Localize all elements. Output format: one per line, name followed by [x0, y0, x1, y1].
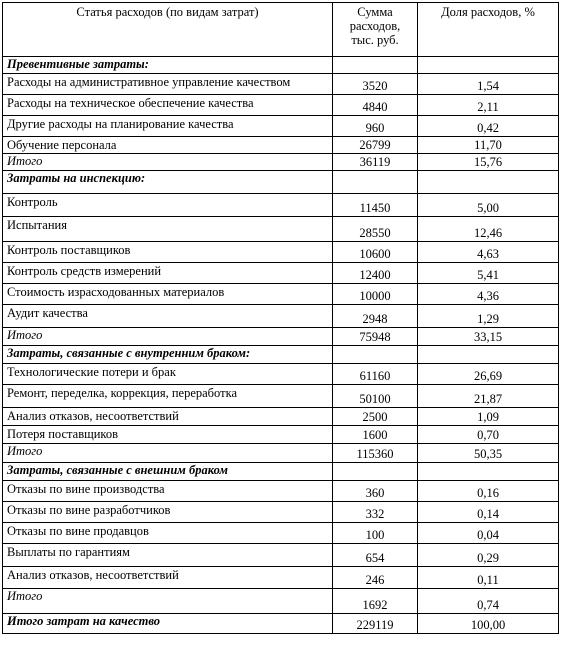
quality-costs-table — [2, 2, 559, 634]
table-row — [3, 194, 559, 217]
expense-sum: 10000 — [333, 284, 418, 305]
expense-sum: 115360 — [333, 444, 418, 463]
expense-sum — [333, 57, 418, 74]
table-row — [3, 481, 559, 502]
expense-sum: 360 — [333, 481, 418, 502]
expense-item-name: Обучение персонала — [3, 137, 333, 154]
expense-share — [418, 346, 559, 364]
expense-share: 1,29 — [418, 305, 559, 328]
table-row — [3, 217, 559, 242]
expense-share: 0,70 — [418, 426, 559, 444]
expense-item-name: Стоимость израсходованных материалов — [3, 284, 333, 305]
table-row — [3, 567, 559, 589]
expense-share: 5,41 — [418, 263, 559, 284]
table-row — [3, 364, 559, 385]
expense-item-name: Аудит качества — [3, 305, 333, 328]
table-row — [3, 544, 559, 567]
expense-sum: 229119 — [333, 614, 418, 634]
table-row — [3, 263, 559, 284]
expense-sum: 11450 — [333, 194, 418, 217]
expense-item-name: Расходы на административное управление качеством — [3, 74, 333, 95]
table-row — [3, 95, 559, 116]
expense-sum: 960 — [333, 116, 418, 137]
table-row — [3, 385, 559, 408]
expense-share — [418, 463, 559, 481]
expense-share: 0,16 — [418, 481, 559, 502]
table-row — [3, 284, 559, 305]
section-title: Затраты, связанные с внутренним браком: — [3, 346, 333, 364]
section-header-row — [3, 346, 559, 364]
expense-share: 2,11 — [418, 95, 559, 116]
expense-item-name: Потеря поставщиков — [3, 426, 333, 444]
expense-sum — [333, 463, 418, 481]
expense-item-name: Отказы по вине производства — [3, 481, 333, 502]
expense-item-name: Анализ отказов, несоответствий — [3, 408, 333, 426]
expense-share — [418, 171, 559, 194]
grand-total-label: Итого затрат на качество — [3, 614, 333, 634]
expense-item-name: Выплаты по гарантиям — [3, 544, 333, 567]
table-row — [3, 426, 559, 444]
expense-item-name: Технологические потери и брак — [3, 364, 333, 385]
section-header-row — [3, 57, 559, 74]
table-row — [3, 116, 559, 137]
header-share: Доля расходов, % — [418, 3, 559, 57]
header-sum: Сумма расходов, тыс. руб. — [333, 3, 418, 57]
expense-sum: 2948 — [333, 305, 418, 328]
table-row — [3, 137, 559, 154]
expense-share: 15,76 — [418, 154, 559, 171]
expense-sum: 100 — [333, 523, 418, 544]
subtotal-label: Итого — [3, 444, 333, 463]
subtotal-row — [3, 444, 559, 463]
subtotal-label: Итого — [3, 328, 333, 346]
table-header-row — [3, 3, 559, 57]
expense-sum: 4840 — [333, 95, 418, 116]
expense-share: 0,14 — [418, 502, 559, 523]
table-row — [3, 523, 559, 544]
expense-share — [418, 57, 559, 74]
expense-share: 0,42 — [418, 116, 559, 137]
expense-sum: 246 — [333, 567, 418, 589]
expense-sum: 332 — [333, 502, 418, 523]
expense-sum — [333, 171, 418, 194]
expense-share: 1,54 — [418, 74, 559, 95]
table-body — [3, 57, 559, 634]
expense-share: 21,87 — [418, 385, 559, 408]
expense-share: 1,09 — [418, 408, 559, 426]
header-expense-item: Статья расходов (по видам затрат) — [3, 3, 333, 57]
expense-sum: 61160 — [333, 364, 418, 385]
expense-share: 0,74 — [418, 589, 559, 614]
table-row — [3, 502, 559, 523]
expense-share: 4,63 — [418, 242, 559, 263]
section-title: Затраты, связанные с внешним браком — [3, 463, 333, 481]
expense-share: 0,29 — [418, 544, 559, 567]
section-title: Затраты на инспекцию: — [3, 171, 333, 194]
expense-share: 33,15 — [418, 328, 559, 346]
subtotal-row — [3, 328, 559, 346]
table-row — [3, 242, 559, 263]
expense-sum: 12400 — [333, 263, 418, 284]
expense-share: 50,35 — [418, 444, 559, 463]
expense-sum: 1600 — [333, 426, 418, 444]
expense-item-name: Отказы по вине продавцов — [3, 523, 333, 544]
expense-share: 4,36 — [418, 284, 559, 305]
expense-sum: 654 — [333, 544, 418, 567]
expense-sum — [333, 346, 418, 364]
subtotal-row — [3, 589, 559, 614]
expense-share: 0,04 — [418, 523, 559, 544]
expense-sum: 3520 — [333, 74, 418, 95]
expense-sum: 2500 — [333, 408, 418, 426]
section-title: Превентивные затраты: — [3, 57, 333, 74]
expense-sum: 28550 — [333, 217, 418, 242]
grand-total-row — [3, 614, 559, 634]
expense-item-name: Расходы на техническое обеспечение качества — [3, 95, 333, 116]
expense-sum: 1692 — [333, 589, 418, 614]
expense-item-name: Другие расходы на планирование качества — [3, 116, 333, 137]
expense-share: 12,46 — [418, 217, 559, 242]
expense-share: 11,70 — [418, 137, 559, 154]
subtotal-label: Итого — [3, 154, 333, 171]
expense-item-name: Испытания — [3, 217, 333, 242]
table-row — [3, 74, 559, 95]
expense-share: 5,00 — [418, 194, 559, 217]
expense-share: 0,11 — [418, 567, 559, 589]
expense-sum: 26799 — [333, 137, 418, 154]
subtotal-label: Итого — [3, 589, 333, 614]
table-row — [3, 305, 559, 328]
section-header-row — [3, 171, 559, 194]
expense-item-name: Ремонт, переделка, коррекция, переработка — [3, 385, 333, 408]
subtotal-row — [3, 154, 559, 171]
expense-share: 26,69 — [418, 364, 559, 385]
expense-sum: 75948 — [333, 328, 418, 346]
expense-sum: 36119 — [333, 154, 418, 171]
table-row — [3, 408, 559, 426]
expense-sum: 50100 — [333, 385, 418, 408]
expense-sum: 10600 — [333, 242, 418, 263]
expense-item-name: Контроль — [3, 194, 333, 217]
expense-item-name: Контроль поставщиков — [3, 242, 333, 263]
expense-share: 100,00 — [418, 614, 559, 634]
expense-item-name: Отказы по вине разработчиков — [3, 502, 333, 523]
section-header-row — [3, 463, 559, 481]
expense-item-name: Анализ отказов, несоответствий — [3, 567, 333, 589]
expense-item-name: Контроль средств измерений — [3, 263, 333, 284]
